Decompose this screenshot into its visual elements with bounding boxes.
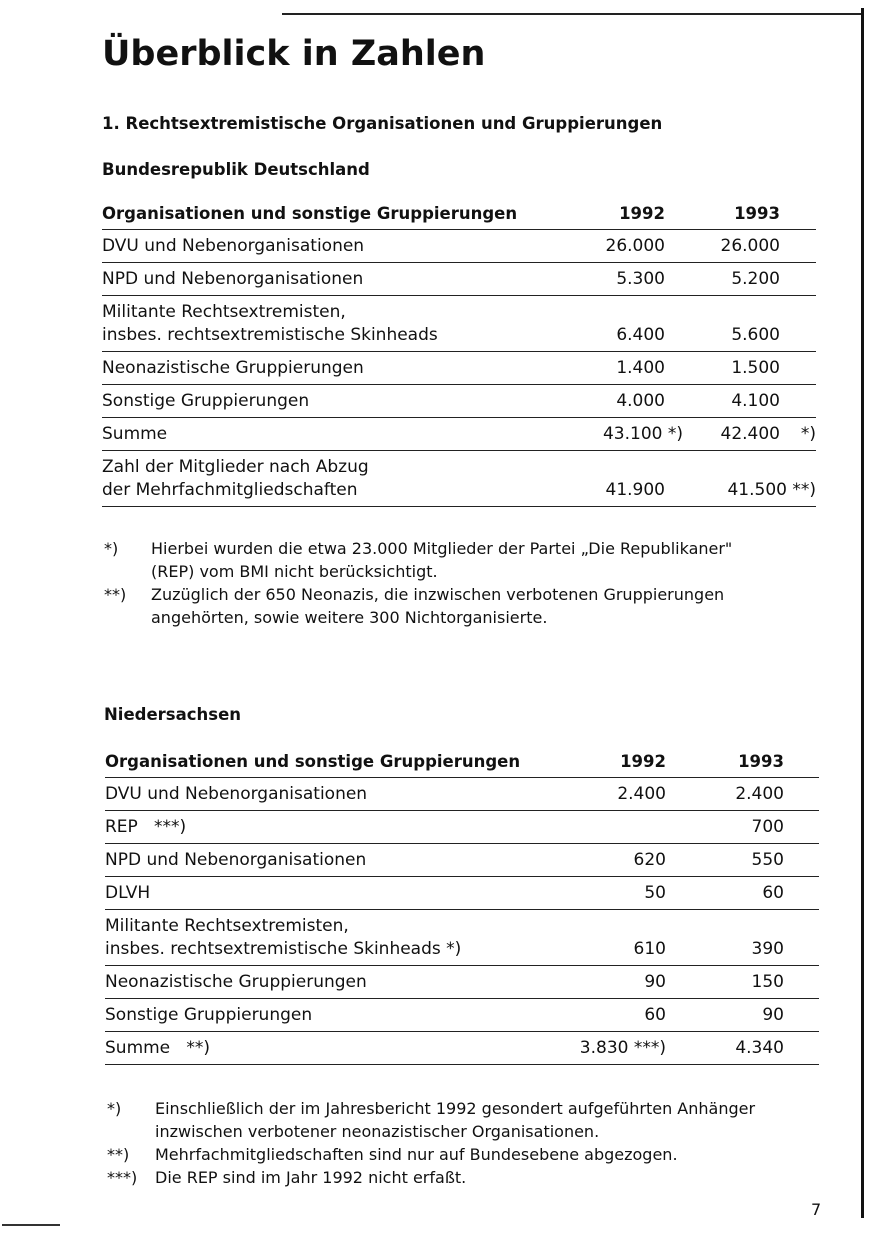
value-1992: 1.400 bbox=[562, 352, 687, 385]
footnote-line: inzwischen verbotener neonazistischer Organisationen. bbox=[155, 1122, 600, 1141]
row-label: Summe bbox=[102, 418, 562, 451]
value-1993: 90 bbox=[666, 999, 819, 1032]
footnote-key: *) bbox=[107, 1099, 122, 1118]
value-1993: 2.400 bbox=[666, 778, 819, 811]
footnote-line: (REP) vom BMI nicht berücksichtigt. bbox=[151, 562, 438, 581]
footnote-key: **) bbox=[107, 1145, 130, 1164]
table-row-sum bbox=[102, 418, 816, 451]
value-1992: 6.400 bbox=[562, 296, 687, 352]
row-label bbox=[102, 451, 562, 507]
table-row bbox=[105, 778, 819, 811]
section-title: 1. Rechtsextremistische Organisationen und Gruppierungen bbox=[102, 114, 663, 133]
table-row bbox=[102, 385, 816, 418]
table-row bbox=[105, 966, 819, 999]
value-1993: 1.500 bbox=[687, 352, 816, 385]
table-row-sum bbox=[105, 1032, 819, 1065]
column-header-1993: 1993 bbox=[687, 200, 816, 230]
table-row bbox=[105, 999, 819, 1032]
value-1993: 26.000 bbox=[687, 230, 816, 263]
value-1993: 700 bbox=[666, 811, 819, 844]
table-row bbox=[102, 451, 816, 507]
value-1992: 90 bbox=[565, 966, 666, 999]
row-label: DLVH bbox=[105, 877, 565, 910]
table-row bbox=[105, 877, 819, 910]
row-label: DVU und Nebenorganisationen bbox=[102, 230, 562, 263]
footnote bbox=[107, 1166, 817, 1189]
scan-bottom-left-mark bbox=[2, 1224, 60, 1226]
value-1993: 60 bbox=[666, 877, 819, 910]
row-label: Neonazistische Gruppierungen bbox=[102, 352, 562, 385]
value-1992: 5.300 bbox=[562, 263, 687, 296]
value-1992: 2.400 bbox=[565, 778, 666, 811]
table-row bbox=[102, 263, 816, 296]
table-row bbox=[105, 910, 819, 966]
value-1992: 26.000 bbox=[562, 230, 687, 263]
value-1992: 620 bbox=[565, 844, 666, 877]
value-1993: 5.200 bbox=[687, 263, 816, 296]
column-header-1992: 1992 bbox=[562, 200, 687, 230]
value-1992 bbox=[565, 1032, 666, 1065]
value-1992: 610 bbox=[565, 910, 666, 966]
footnote-key: **) bbox=[104, 585, 127, 604]
value-1992: 60 bbox=[565, 999, 666, 1032]
footnote-marker: *) bbox=[800, 424, 816, 444]
row-label: DVU und Nebenorganisationen bbox=[105, 778, 565, 811]
column-header-1992: 1992 bbox=[565, 748, 666, 778]
value-1993: 4.340 bbox=[666, 1032, 819, 1065]
row-label-line: insbes. rechtsextremistische Skinheads bbox=[102, 325, 438, 345]
footnote bbox=[107, 1097, 817, 1143]
value-1993: 41.500 **) bbox=[687, 451, 816, 507]
region-title-federal: Bundesrepublik Deutschland bbox=[102, 160, 370, 179]
value-1992: 50 bbox=[565, 877, 666, 910]
row-label-line: der Mehrfachmitgliedschaften bbox=[102, 480, 358, 500]
federal-table bbox=[102, 200, 816, 507]
table-row bbox=[102, 230, 816, 263]
value-1992-text: 3.830 ***) bbox=[579, 1038, 666, 1058]
footnote-line: Zuzüglich der 650 Neonazis, die inzwischen verbotenen Gruppierungen bbox=[151, 585, 725, 604]
value-1993: 5.600 bbox=[687, 296, 816, 352]
row-label-line: Militante Rechtsextremisten, bbox=[105, 916, 349, 936]
row-label-line: Militante Rechtsextremisten, bbox=[102, 302, 346, 322]
value-1993: 4.100 bbox=[687, 385, 816, 418]
footnote-text bbox=[155, 1097, 755, 1143]
niedersachsen-footnotes bbox=[107, 1097, 817, 1189]
value-1992: 4.000 bbox=[562, 385, 687, 418]
row-label: Neonazistische Gruppierungen bbox=[105, 966, 565, 999]
row-label: REP ***) bbox=[105, 811, 565, 844]
row-label: Sonstige Gruppierungen bbox=[105, 999, 565, 1032]
table-row bbox=[102, 296, 816, 352]
footnote-text: Mehrfachmitgliedschaften sind nur auf Bundesebene abgezogen. bbox=[155, 1145, 678, 1164]
value-1993-number: 42.400 bbox=[720, 424, 780, 444]
federal-footnotes bbox=[104, 537, 804, 629]
column-header-organisation: Organisationen und sonstige Gruppierungen bbox=[102, 200, 562, 230]
footnote-key: *) bbox=[104, 539, 119, 558]
page-title: Überblick in Zahlen bbox=[102, 34, 486, 74]
niedersachsen-table bbox=[105, 748, 819, 1065]
table-row bbox=[105, 844, 819, 877]
column-header-1993: 1993 bbox=[666, 748, 819, 778]
scan-top-border bbox=[282, 13, 862, 15]
footnote-text: Die REP sind im Jahr 1992 nicht erfaßt. bbox=[155, 1168, 467, 1187]
footnote bbox=[104, 537, 804, 583]
value-1992: 41.900 bbox=[562, 451, 687, 507]
column-header-organisation: Organisationen und sonstige Gruppierungen bbox=[105, 748, 565, 778]
value-1992: 43.100 *) bbox=[562, 418, 687, 451]
footnote-key: ***) bbox=[107, 1168, 138, 1187]
table-header-row bbox=[105, 748, 819, 778]
region-title-niedersachsen: Niedersachsen bbox=[104, 705, 242, 724]
footnote-line: Einschließlich der im Jahresbericht 1992 gesondert aufgeführten Anhänger bbox=[155, 1099, 756, 1118]
row-label-line: insbes. rechtsextremistische Skinheads *) bbox=[105, 939, 462, 959]
row-label: Sonstige Gruppierungen bbox=[102, 385, 562, 418]
row-label: Summe **) bbox=[105, 1032, 565, 1065]
footnote bbox=[104, 583, 804, 629]
row-label: NPD und Nebenorganisationen bbox=[105, 844, 565, 877]
value-1993: 390 bbox=[666, 910, 819, 966]
page-number: 7 bbox=[811, 1200, 822, 1219]
value-1993: 550 bbox=[666, 844, 819, 877]
table-row bbox=[102, 352, 816, 385]
value-1992 bbox=[565, 811, 666, 844]
footnote-text bbox=[151, 583, 724, 629]
value-1993 bbox=[687, 418, 816, 451]
footnote-text bbox=[151, 537, 732, 583]
footnote-line: angehörten, sowie weitere 300 Nichtorganisierte. bbox=[151, 608, 548, 627]
value-1993: 150 bbox=[666, 966, 819, 999]
row-label bbox=[105, 910, 565, 966]
row-label: NPD und Nebenorganisationen bbox=[102, 263, 562, 296]
footnote-line: Hierbei wurden die etwa 23.000 Mitglieder der Partei „Die Republikaner" bbox=[151, 539, 733, 558]
table-header-row bbox=[102, 200, 816, 230]
footnote bbox=[107, 1143, 817, 1166]
row-label bbox=[102, 296, 562, 352]
row-label-line: Zahl der Mitglieder nach Abzug bbox=[102, 457, 369, 477]
table-row bbox=[105, 811, 819, 844]
scan-right-edge bbox=[861, 8, 864, 1218]
